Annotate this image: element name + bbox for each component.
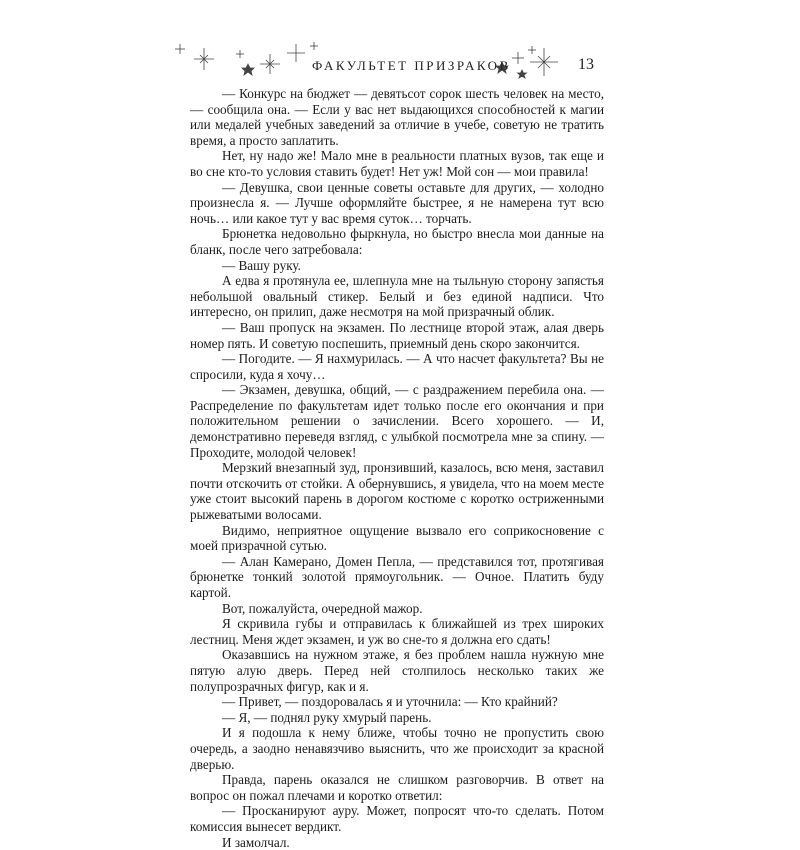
paragraph: — Погодите. — Я нахмурилась. — А что насчет факультета? Вы не спросили, куда я хочу… [190, 351, 604, 382]
paragraph: Правда, парень оказался не слишком разговорчив. В ответ на вопрос он пожал плечами и коротко ответил: [190, 772, 604, 803]
paragraph: — Конкурс на бюджет — девятьсот сорок шесть человек на место, — сообщила она. — Если у вас нет выдающихся способностей к магии или медалей учебных заведений за отличие в учебе, советую не тратить время, а просто заплатить. [190, 86, 604, 148]
paragraph: — Просканируют ауру. Может, попросят что-то сделать. Потом комиссия вынесет вердикт. [190, 803, 604, 834]
paragraph: — Я, — поднял руку хмурый парень. [190, 710, 604, 726]
running-header [160, 40, 630, 90]
paragraph: — Алан Камерано, Домен Пепла, — представился тот, протягивая брюнетке тонкий золотой прямоугольник. — Очное. Платить буду картой. [190, 554, 604, 601]
paragraph: Брюнетка недовольно фыркнула, но быстро внесла мои данные на бланк, после чего затребовала: [190, 226, 604, 257]
paragraph: — Ваш пропуск на экзамен. По лестнице второй этаж, алая дверь номер пять. И советую поспешить, приемный день скоро закончится. [190, 320, 604, 351]
sparkle-star-icon [310, 42, 318, 50]
sparkle-star-icon [194, 48, 214, 70]
sparkle-star-icon [530, 48, 558, 76]
sparkle-star-icon [528, 46, 536, 54]
paragraph: Вот, пожалуйста, очередной мажор. [190, 601, 604, 617]
small-star-icon [518, 70, 527, 78]
paragraph: Мерзкий внезапный зуд, пронзивший, казалось, всю меня, заставил почти отскочить от стойки. А обернувшись, я увидела, что на моем месте уже стоит высокий парень в дорогом костюме с коротко остриженными рыжеватыми волосами. [190, 460, 604, 522]
running-header-title: ФАКУЛЬТЕТ ПРИЗРАКОВ [312, 58, 511, 74]
sparkle-star-icon [260, 54, 280, 74]
small-star-icon [242, 64, 254, 75]
paragraph: И замолчал. [190, 835, 604, 850]
sparkle-star-icon [287, 44, 305, 62]
paragraph: — Девушка, свои ценные советы оставьте для других, — холодно произнесла я. — Лучше оформляйте быстрее, я не намерена тут всю ночь… или какое тут у вас время суток… торчать. [190, 180, 604, 227]
paragraph: Видимо, неприятное ощущение вызвало его соприкосновение с моей призрачной сутью. [190, 523, 604, 554]
paragraph: Я скривила губы и отправилась к ближайшей из трех широких лестниц. Меня ждет экзамен, и уж во сне-то я должна его сдать! [190, 616, 604, 647]
paragraph: А едва я протянула ее, шлепнула мне на тыльную сторону запястья небольшой овальный стикер. Белый и без единой надписи. Что интересно, он прилип, даже несмотря на мой призрачный облик. [190, 273, 604, 320]
sparkle-star-icon [236, 50, 244, 58]
page-number: 13 [578, 56, 594, 74]
page-body [190, 86, 604, 850]
paragraph: — Экзамен, девушка, общий, — с раздражением перебила она. — Распределение по факультетам идет только после его окончания и при положительном решении о зачислении. Всего хорошего. — И, демонстративно переведя взгляд, с улыбкой посмотрела мне за спину. — Проходите, молодой человек! [190, 382, 604, 460]
paragraph: — Привет, — поздоровалась я и уточнила: — Кто крайний? [190, 694, 604, 710]
paragraph: Нет, ну надо же! Мало мне в реальности платных вузов, так еще и во сне кто-то условия ставить будет! Нет уж! Мой сон — мои правила! [190, 148, 604, 179]
paragraph: Оказавшись на нужном этаже, я без проблем нашла нужную мне пятую алую дверь. Перед ней столпилось несколько таких же полупрозрачных фигур, как и я. [190, 647, 604, 694]
sparkle-star-icon [175, 44, 185, 54]
sparkle-star-icon [512, 52, 524, 64]
paragraph: И я подошла к нему ближе, чтобы точно не пропустить свою очередь, а заодно ненавязчиво выяснить, что же происходит за красной дверью. [190, 725, 604, 772]
paragraph: — Вашу руку. [190, 258, 604, 274]
